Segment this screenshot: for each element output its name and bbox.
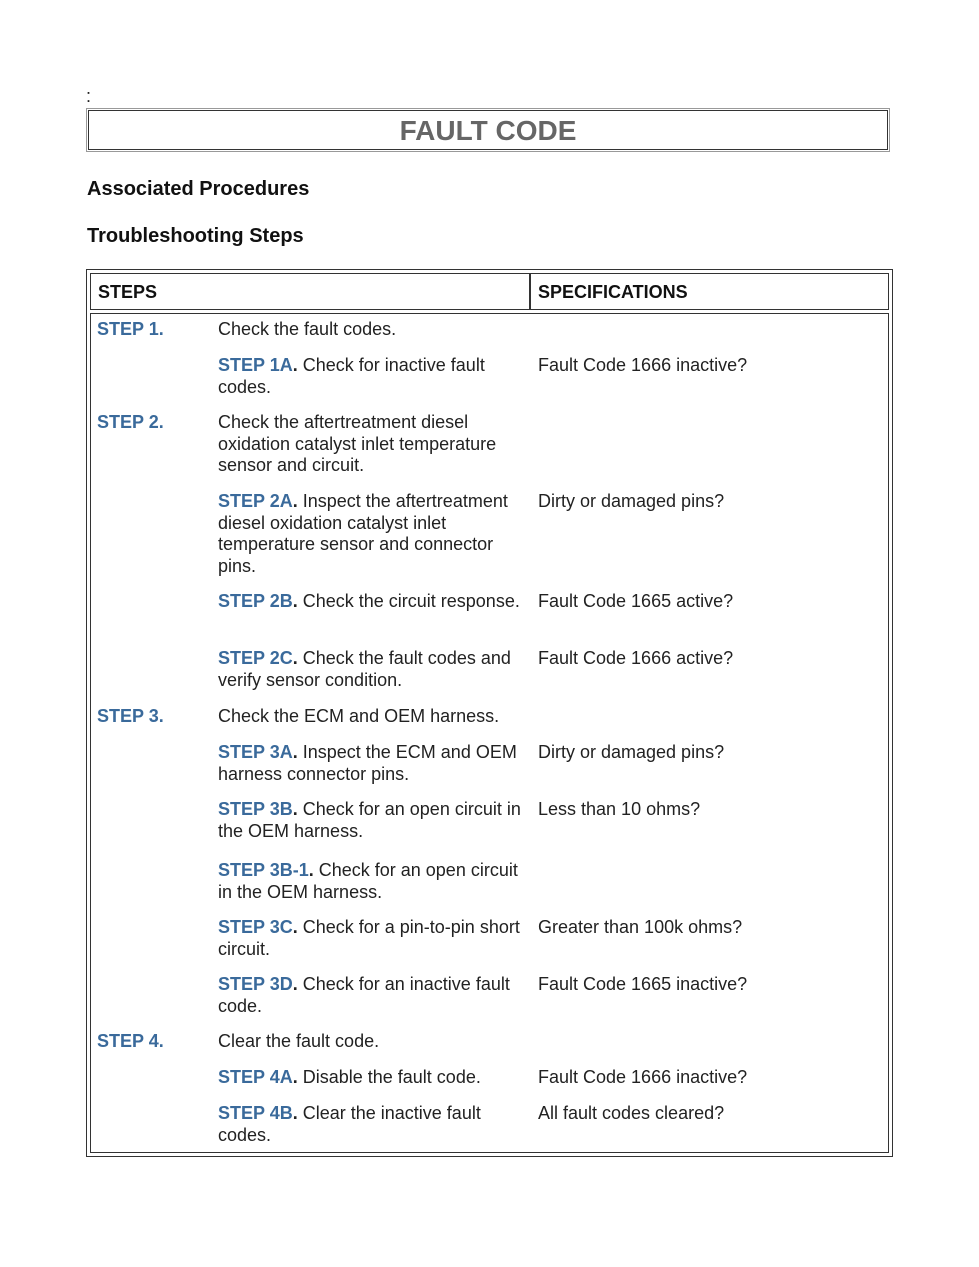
step-4-label[interactable]: STEP 4. xyxy=(97,1031,164,1051)
step-3a-description: Inspect the ECM and OEM harness connector pins. xyxy=(218,742,517,784)
title-box xyxy=(88,110,888,150)
step-4a-label[interactable]: STEP 4A xyxy=(218,1067,293,1087)
step-4a-spec: Fault Code 1666 inactive? xyxy=(538,1067,748,1087)
step-3c-description: Check for a pin-to-pin short circuit. xyxy=(218,917,520,959)
step-4b-text: STEP 4B. Clear the inactive fault codes. xyxy=(218,1103,481,1145)
step-4a-description: Disable the fault code. xyxy=(302,1067,481,1087)
step-2b-spec: Fault Code 1665 active? xyxy=(538,591,734,611)
step-3b-spec: Less than 10 ohms? xyxy=(538,799,701,819)
step-3b-text: STEP 3B. Check for an open circuit in the OEM harness. xyxy=(218,799,521,841)
step-2c-description: Check the fault codes and verify sensor condition. xyxy=(218,648,511,690)
step-2a-label[interactable]: STEP 2A xyxy=(218,491,293,511)
step-2b-description: Check the circuit response. xyxy=(302,591,520,611)
step-1a-text: STEP 1A. Check for inactive fault codes. xyxy=(218,355,485,397)
associated-procedures-heading[interactable]: Associated Procedures xyxy=(87,178,310,200)
step-3-text: Check the ECM and OEM harness. xyxy=(218,706,500,726)
step-3b-1-description: Check for an open circuit in the OEM harness. xyxy=(218,860,518,902)
step-1-text: Check the fault codes. xyxy=(218,319,397,339)
step-3b-1-label[interactable]: STEP 3B-1 xyxy=(218,860,309,880)
step-3b-description: Check for an open circuit in the OEM harness. xyxy=(218,799,521,841)
step-2a-text: STEP 2A. Inspect the aftertreatment diesel oxidation catalyst inlet temperature sensor and connector pins. xyxy=(218,491,508,576)
step-3a-text: STEP 3A. Inspect the ECM and OEM harness connector pins. xyxy=(218,742,517,784)
step-3c-spec: Greater than 100k ohms? xyxy=(538,917,743,937)
step-3-label[interactable]: STEP 3. xyxy=(97,706,164,726)
step-3b-1-text: STEP 3B-1. Check for an open circuit in the OEM harness. xyxy=(218,860,518,902)
step-2-text: Check the aftertreatment diesel oxidation catalyst inlet temperature sensor and circuit. xyxy=(218,412,497,475)
step-2b-text: STEP 2B. Check the circuit response. xyxy=(218,591,520,611)
step-3d-description: Check for an inactive fault code. xyxy=(218,974,510,1016)
page-title: FAULT CODE xyxy=(399,115,577,146)
column-header-specifications: SPECIFICATIONS xyxy=(530,273,889,310)
step-3a-spec: Dirty or damaged pins? xyxy=(538,742,725,762)
step-2a-description: Inspect the aftertreatment diesel oxidation catalyst inlet temperature sensor and connector pins. xyxy=(218,491,508,576)
step-1a-description: Check for inactive fault codes. xyxy=(218,355,485,397)
step-2a-spec: Dirty or damaged pins? xyxy=(538,491,725,511)
step-2c-text: STEP 2C. Check the fault codes and verify sensor condition. xyxy=(218,648,511,690)
step-4-text: Clear the fault code. xyxy=(218,1031,380,1051)
step-3d-label[interactable]: STEP 3D xyxy=(218,974,293,994)
step-3a-label[interactable]: STEP 3A xyxy=(218,742,293,762)
step-4b-label[interactable]: STEP 4B xyxy=(218,1103,293,1123)
step-3b-label[interactable]: STEP 3B xyxy=(218,799,293,819)
troubleshooting-steps-heading: Troubleshooting Steps xyxy=(87,225,304,247)
step-4b-description: Clear the inactive fault codes. xyxy=(218,1103,481,1145)
step-2b-label[interactable]: STEP 2B xyxy=(218,591,293,611)
step-3d-text: STEP 3D. Check for an inactive fault code. xyxy=(218,974,510,1016)
header-colon: : xyxy=(86,86,92,106)
step-2c-spec: Fault Code 1666 active? xyxy=(538,648,734,668)
step-3d-spec: Fault Code 1665 inactive? xyxy=(538,974,748,994)
step-4b-spec: All fault codes cleared? xyxy=(538,1103,725,1123)
step-4a-text: STEP 4A. Disable the fault code. xyxy=(218,1067,481,1087)
step-1a-spec: Fault Code 1666 inactive? xyxy=(538,355,748,375)
step-3c-label[interactable]: STEP 3C xyxy=(218,917,293,937)
step-2c-label[interactable]: STEP 2C xyxy=(218,648,293,668)
step-2-label[interactable]: STEP 2. xyxy=(97,412,164,432)
step-1-label[interactable]: STEP 1. xyxy=(97,319,164,339)
step-1a-label[interactable]: STEP 1A xyxy=(218,355,293,375)
step-3c-text: STEP 3C. Check for a pin-to-pin short circuit. xyxy=(218,917,520,959)
column-header-steps: STEPS xyxy=(90,273,530,310)
